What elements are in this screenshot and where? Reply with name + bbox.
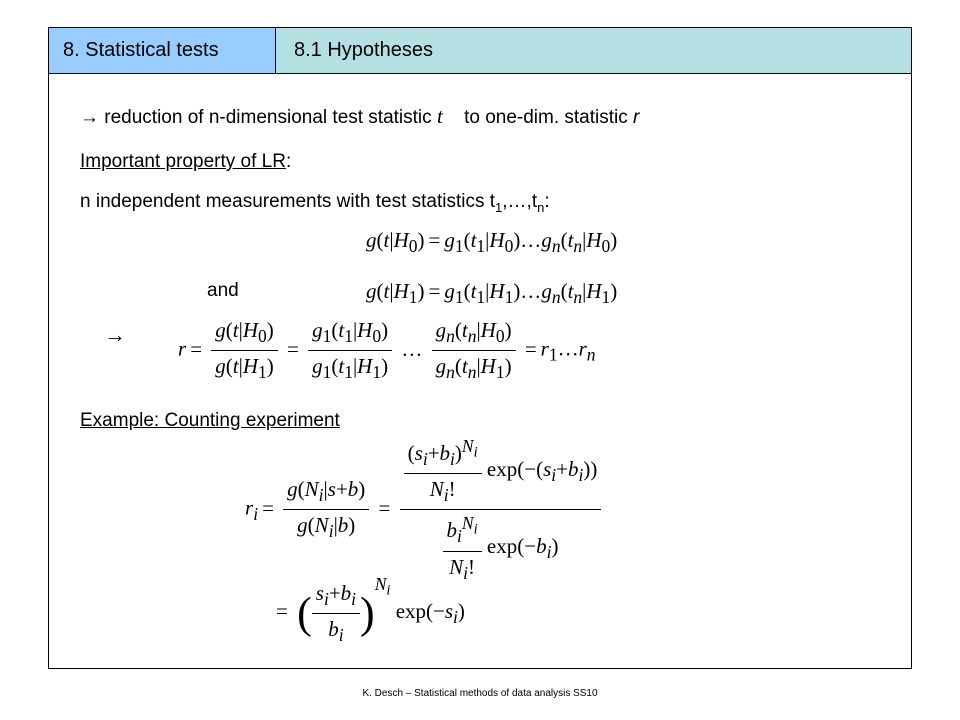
- header-divider: [275, 28, 276, 73]
- reduction-suffix: to one-dim. statistic: [464, 107, 628, 128]
- implies-arrow: →: [104, 322, 126, 347]
- property-line: Important property of LR:: [80, 151, 292, 172]
- example-heading: Example: Counting experiment: [80, 410, 340, 431]
- and-label: and: [207, 280, 239, 301]
- vector-t: t: [436, 104, 443, 128]
- header-section-title: 8. Statistical tests: [49, 28, 275, 73]
- property-heading: Important property of LR: [80, 151, 286, 172]
- slide-footer: K. Desch – Statistical methods of data analysis SS10: [362, 688, 598, 699]
- equation-counting-ratio: $r_i$ = $\frac{g(N_i|s+b)}{g(N_i|b)}$ = $\frac{(s_i+b_i)^{N_i}}{N_i!}$ $\exp(-(s_i+b_i))$ $\frac{b_i^{N_i}}{N_i!}$ $\exp(-b_i)$: [245, 436, 601, 584]
- equation-product-h1: $g(t|H_1)$ = $g_1(t_1|H_1)\dots g_n(t_n|H_1)$: [366, 279, 618, 308]
- equation-counting-result: = ( $\frac{s_i+b_i}{b_i}$ )$^{N_i}$ $\exp(-s_i)$: [276, 574, 465, 645]
- reduction-line: [80, 104, 639, 129]
- equation-product-h0: $g(t|H_0)$ = $g_1(t_1|H_0)\dots g_n(t_n|H_0)$: [366, 228, 618, 257]
- statistic-r: r: [633, 107, 640, 128]
- equation-likelihood-ratio: r = $\frac{g(t|H_0)}{g(t|H_1)}$ = $\frac{g_1(t_1|H_0)}{g_1(t_1|H_1)}$ … $\frac{g_n(t_n|H_0)}{g_n(t_n|H_1)}$ = $r_1\dots r_n$: [178, 318, 596, 383]
- header-topic-title: 8.1 Hypotheses: [276, 28, 911, 73]
- reduction-text: → reduction of n-dimensional test statistic: [80, 107, 432, 128]
- header-underline: [49, 73, 911, 74]
- independent-line: n independent measurements with test statistics $t_1,\dots,t_n$:: [80, 191, 550, 215]
